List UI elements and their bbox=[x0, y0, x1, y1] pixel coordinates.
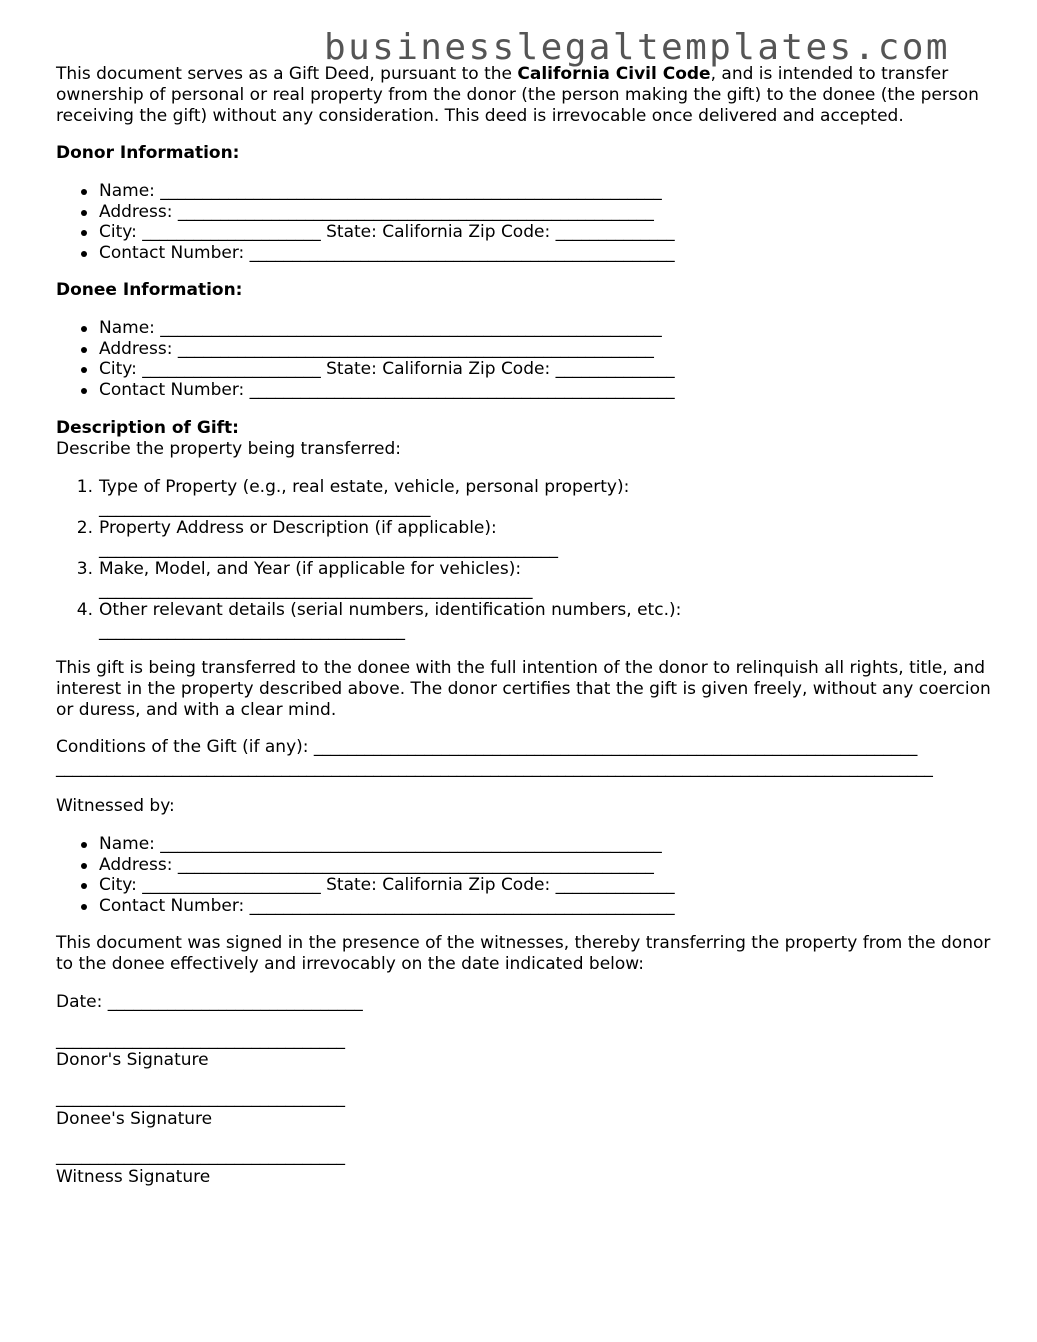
donee-city-field[interactable]: City: _____________________ State: California Zip Code: ______________ bbox=[56, 359, 675, 380]
gift-item-number: 4. bbox=[76, 600, 93, 620]
donor-field-list bbox=[56, 181, 675, 263]
gift-item-other-details-blank[interactable]: ____________________________________ bbox=[99, 621, 405, 641]
gift-item-number: 3. bbox=[76, 559, 93, 579]
gift-item-property-address bbox=[56, 518, 497, 539]
gift-item-number: 1. bbox=[76, 477, 93, 497]
closing-paragraph: This document was signed in the presence of the witnesses, thereby transferring the property from the donor to the donee effectively and irrevocably on the date indicated below: bbox=[56, 933, 991, 974]
witness-signature-line[interactable]: __________________________________ bbox=[56, 1146, 345, 1166]
witness-address-field[interactable]: Address: ________________________________________________________ bbox=[56, 855, 675, 876]
witness-name-field[interactable]: Name: ___________________________________________________________ bbox=[56, 834, 675, 855]
donor-signature-line[interactable]: __________________________________ bbox=[56, 1030, 345, 1050]
conditions-field[interactable]: Conditions of the Gift (if any): _______________________________________________________________________ bbox=[56, 737, 918, 757]
witness-city-field[interactable]: City: _____________________ State: California Zip Code: ______________ bbox=[56, 875, 675, 896]
intro-code-name: California Civil Code bbox=[517, 64, 711, 84]
gift-item-vehicle-details-blank[interactable]: ___________________________________________________ bbox=[99, 580, 533, 600]
donee-address-field[interactable]: Address: ________________________________________________________ bbox=[56, 339, 675, 360]
donee-heading: Donee Information: bbox=[56, 280, 243, 300]
witness-heading: Witnessed by: bbox=[56, 796, 175, 816]
gift-item-label: Property Address or Description (if applicable): bbox=[99, 518, 497, 538]
gift-item-label: Other relevant details (serial numbers, identification numbers, etc.): bbox=[99, 600, 682, 620]
conditions-continuation-line[interactable]: _________________________________________________________________________________________________________ bbox=[56, 758, 933, 778]
donee-signature-line[interactable]: __________________________________ bbox=[56, 1088, 345, 1108]
donee-field-list bbox=[56, 318, 675, 400]
gift-item-property-type bbox=[56, 477, 629, 498]
gift-item-property-address-blank[interactable]: ______________________________________________________ bbox=[99, 539, 558, 559]
date-field[interactable]: Date: ______________________________ bbox=[56, 992, 363, 1012]
donor-name-field[interactable]: Name: ___________________________________________________________ bbox=[56, 181, 675, 202]
gift-subheading: Describe the property being transferred: bbox=[56, 439, 401, 459]
gift-item-vehicle-details bbox=[56, 559, 521, 580]
donor-address-field[interactable]: Address: ________________________________________________________ bbox=[56, 202, 675, 223]
watermark: businesslegaltemplates.com bbox=[324, 27, 950, 68]
gift-item-label: Make, Model, and Year (if applicable for vehicles): bbox=[99, 559, 522, 579]
gift-item-number: 2. bbox=[76, 518, 93, 538]
donee-name-field[interactable]: Name: ___________________________________________________________ bbox=[56, 318, 675, 339]
gift-item-property-type-blank[interactable]: _______________________________________ bbox=[99, 498, 431, 518]
intention-paragraph: This gift is being transferred to the donee with the full intention of the donor to relinquish all rights, title, and interest in the property described above. The donor certifies that the gift is given freely, without any coercion or duress, and with a clear mind. bbox=[56, 658, 991, 720]
witness-contact-field[interactable]: Contact Number: __________________________________________________ bbox=[56, 896, 675, 917]
witness-field-list bbox=[56, 834, 675, 916]
donor-contact-field[interactable]: Contact Number: __________________________________________________ bbox=[56, 243, 675, 264]
donee-contact-field[interactable]: Contact Number: __________________________________________________ bbox=[56, 380, 675, 401]
witness-signature-label: Witness Signature bbox=[56, 1167, 211, 1187]
donor-city-field[interactable]: City: _____________________ State: California Zip Code: ______________ bbox=[56, 222, 675, 243]
gift-item-label: Type of Property (e.g., real estate, vehicle, personal property): bbox=[99, 477, 630, 497]
intro-text-before: This document serves as a Gift Deed, pursuant to the bbox=[56, 64, 518, 84]
donor-signature-label: Donor's Signature bbox=[56, 1050, 209, 1070]
gift-heading: Description of Gift: bbox=[56, 418, 239, 438]
gift-item-other-details bbox=[56, 600, 681, 621]
intro-text-after: , and is intended to transfer ownership of personal or real property from the donor (the person making the gift) to the donee (the person receiving the gift) without any consideration. This deed is irrevocable once delivered and accepted. bbox=[56, 64, 979, 126]
donee-signature-label: Donee's Signature bbox=[56, 1109, 213, 1129]
intro-paragraph bbox=[56, 64, 1001, 127]
donor-heading: Donor Information: bbox=[56, 143, 240, 163]
